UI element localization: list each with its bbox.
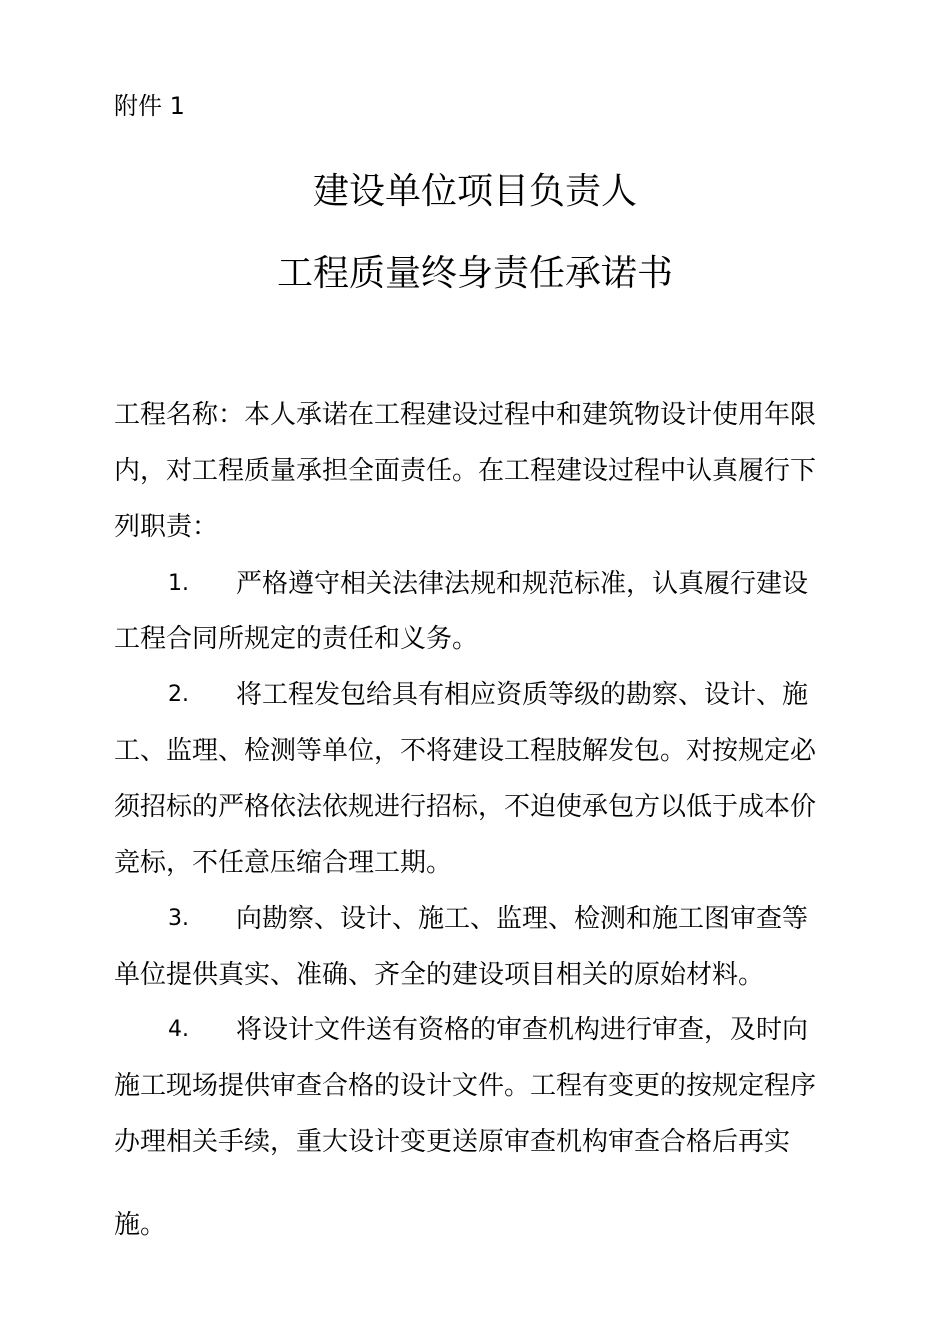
item-4-number: 4. — [168, 1017, 189, 1042]
item-2-number: 2. — [168, 682, 189, 707]
document-title-line-2: 工程质量终身责任承诺书 — [276, 253, 673, 294]
item-2-line-4: 竞标，不任意压缩合理工期。 — [114, 848, 453, 878]
item-1-first-line: 严格遵守相关法律法规和规范标准，认真履行建设 — [236, 569, 809, 599]
document-title-line-1: 建设单位项目负责人 — [312, 171, 637, 212]
item-4-line-2: 施工现场提供审查合格的设计文件。工程有变更的按规定程序 — [114, 1071, 817, 1101]
item-2-line-3: 须招标的严格依法依规进行招标，不迫使承包方以低于成本价 — [114, 792, 817, 822]
item-2-first-line: 将工程发包给具有相应资质等级的勘察、设计、施 — [236, 680, 809, 710]
item-4-first-line: 将设计文件送有资格的审查机构进行审查，及时向 — [236, 1015, 809, 1045]
item-4-line-3: 办理相关手续，重大设计变更送原审查机构审查合格后再实 — [114, 1127, 791, 1157]
intro-line-2: 内，对工程质量承担全面责任。在工程建设过程中认真履行下 — [114, 456, 817, 486]
item-3-first-line: 向勘察、设计、施工、监理、检测和施工图审查等 — [236, 904, 809, 934]
item-2-line-2: 工、监理、检测等单位，不将建设工程肢解发包。对按规定必 — [114, 736, 817, 766]
item-1-number: 1. — [168, 571, 189, 596]
item-4-line-4: 施。 — [114, 1210, 167, 1240]
intro-line-1: 工程名称：本人承诺在工程建设过程中和建筑物设计使用年限 — [114, 400, 817, 430]
item-3-line-2: 单位提供真实、准确、齐全的建设项目相关的原始材料。 — [114, 960, 765, 990]
intro-line-3: 列职责： — [114, 512, 219, 542]
item-3-number: 3. — [168, 906, 189, 931]
item-1-line-2: 工程合同所规定的责任和义务。 — [114, 624, 479, 654]
attachment-label: 附件 1 — [114, 92, 185, 120]
